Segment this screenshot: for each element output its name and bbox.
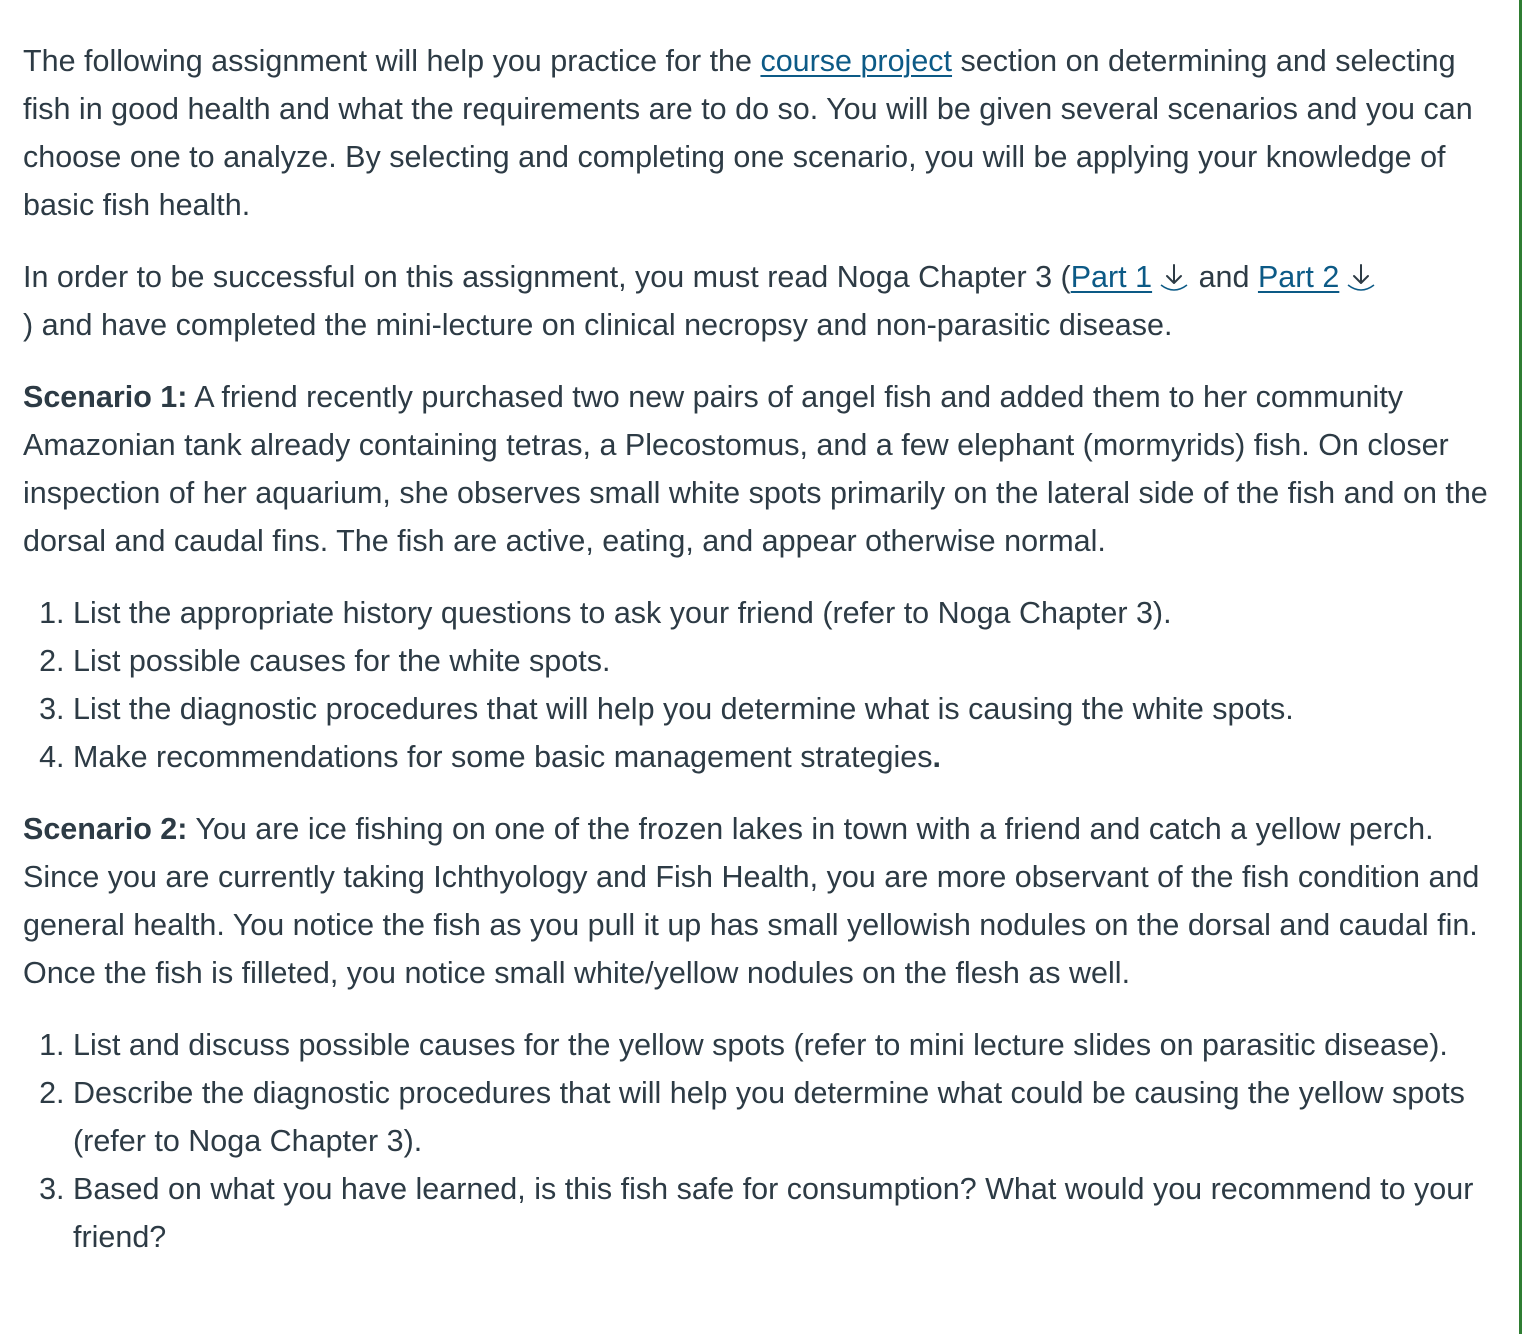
scenario-1-label: Scenario 1: <box>23 380 188 414</box>
assignment-description <box>23 37 1501 1285</box>
scenario-1-paragraph <box>23 373 1501 565</box>
list-item: 3. Based on what you have learned, is this fish safe for consumption? What would you recommend to your friend? <box>73 1165 1501 1261</box>
list-item: 1. List and discuss possible causes for the yellow spots (refer to mini lecture slides on parasitic disease). <box>73 1021 1501 1069</box>
download-icon[interactable] <box>1345 261 1377 293</box>
reading-requirements-paragraph <box>23 253 1501 349</box>
intro-paragraph <box>23 37 1501 229</box>
intro-text-end: section on determining and selecting fish in good health and what the requirements are to do so. You will be given several scenarios and you can choose one to analyze. By selecting and completing one scenario, you will be applying your knowledge of basic fish health. <box>23 44 1473 222</box>
right-border-rule <box>1519 0 1522 1334</box>
part-2-link[interactable]: Part 2 <box>1257 260 1340 294</box>
scenario-2-text: You are ice fishing on one of the frozen lakes in town with a friend and catch a yellow perch. Since you are currently taking Ichthyology and Fish Health, you are more observant of the fish condition and general health. You notice the fish as you pull it up has small yellowish nodules on the dorsal and caudal fin. Once the fish is filleted, you notice small white/yellow nodules on the flesh as well. <box>23 812 1480 990</box>
list-item-period: . <box>932 740 941 774</box>
scenario-2-paragraph <box>23 805 1501 997</box>
intro-text-start: The following assignment will help you practice for the <box>23 44 761 78</box>
list-item: 2. List possible causes for the white spots. <box>73 637 1501 685</box>
list-item <box>73 733 1501 781</box>
reading-text-end: ) and have completed the mini-lecture on clinical necropsy and non-parasitic disease. <box>23 308 1173 342</box>
list-item: 1. List the appropriate history questions to ask your friend (refer to Noga Chapter 3). <box>73 589 1501 637</box>
scenario-1-text: A friend recently purchased two new pairs of angel fish and added them to her community Amazonian tank already containing tetras, a Plecostomus, and a few elephant (mormyrids) fish. On closer inspection of her aquarium, she observes small white spots primarily on the lateral side of the fish and on the dorsal and caudal fins. The fish are active, eating, and appear otherwise normal. <box>23 380 1488 558</box>
reading-text-and: and <box>1190 260 1258 294</box>
list-item: 2. Describe the diagnostic procedures that will help you determine what could be causing the yellow spots (refer to Noga Chapter 3). <box>73 1069 1501 1165</box>
part-1-link[interactable]: Part 1 <box>1070 260 1153 294</box>
reading-text-start: In order to be successful on this assignment, you must read Noga Chapter 3 ( <box>23 260 1071 294</box>
course-project-link[interactable]: course project <box>760 44 953 78</box>
scenario-1-task-list <box>23 589 1501 781</box>
scenario-2-task-list <box>23 1021 1501 1261</box>
download-icon[interactable] <box>1158 261 1190 293</box>
list-item-text: Make recommendations for some basic management strategies <box>73 740 933 774</box>
list-item: 3. List the diagnostic procedures that will help you determine what is causing the white spots. <box>73 685 1501 733</box>
scenario-2-label: Scenario 2: <box>23 812 188 846</box>
